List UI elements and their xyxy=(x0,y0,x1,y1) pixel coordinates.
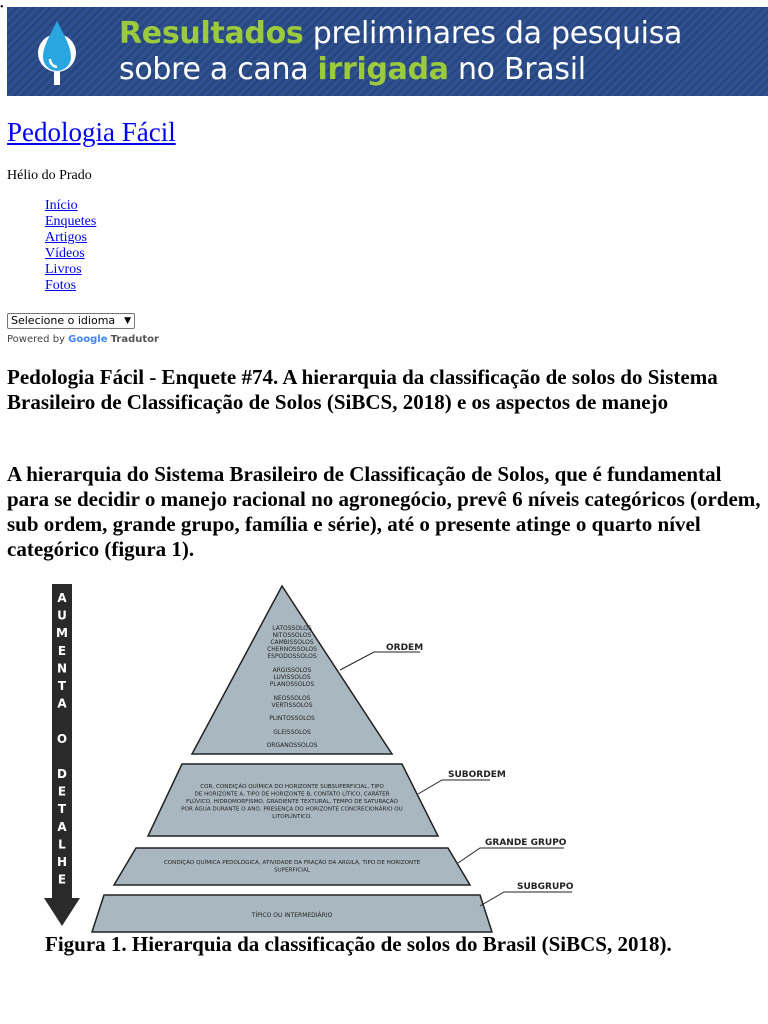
nav-link-enquetes[interactable]: Enquetes xyxy=(45,214,97,229)
label-subordem: SUBORDEM xyxy=(448,770,506,780)
soil-hierarchy-figure xyxy=(40,580,600,935)
post-title: Pedologia Fácil - Enquete #74. A hierarquia da classificação de solos do Sistema Brasileiro de Classificação de Solos (SiBCS, 2018) e os aspectos de manejo xyxy=(7,365,718,414)
order-names xyxy=(267,625,318,749)
banner-text-2b: no Brasil xyxy=(448,52,586,87)
label-ordem: ORDEM xyxy=(386,643,424,653)
leader-subordem xyxy=(418,780,490,794)
suborder-line: LITOPLÍNTICO. xyxy=(272,814,312,820)
leader-ordem xyxy=(340,652,420,670)
list-bullet: • xyxy=(0,2,4,13)
order-name: ORGANOSSOLOS xyxy=(266,742,318,749)
language-select-value: Selecione o idioma xyxy=(11,314,116,327)
arrow-letter: H xyxy=(56,855,68,869)
nav-item xyxy=(45,230,96,246)
subgroup-description: TÍPICO OU INTERMEDIÁRIO xyxy=(251,912,333,919)
order-name: CAMBISSOLOS xyxy=(270,639,314,646)
arrow-letter: A xyxy=(57,696,67,711)
tier-grande-grupo xyxy=(114,848,470,885)
suborder-line: FLÚVICO, HIDROMORFISMO, GRADIENTE TEXTURAL, TEMPO DE SATURAÇÃO xyxy=(186,799,398,805)
water-drop-icon xyxy=(37,17,77,87)
label-grande-grupo: GRANDE GRUPO xyxy=(485,838,567,848)
nav-link-artigos[interactable]: Artigos xyxy=(45,230,87,245)
arrow-letter: T xyxy=(57,802,67,817)
great-group-line: SUPERFICIAL xyxy=(274,867,310,874)
language-select[interactable] xyxy=(7,313,135,329)
banner-highlight-1: Resultados xyxy=(119,16,304,51)
nav-item xyxy=(45,278,96,294)
nav-item xyxy=(45,214,96,230)
nav-link-inicio[interactable]: Início xyxy=(45,198,78,213)
suborder-line: DE HORIZONTE A, TIPO DE HORIZONTE B, CONTATO LÍTICO, CARÁTER xyxy=(194,791,390,798)
nav-link-videos[interactable]: Vídeos xyxy=(45,246,85,261)
arrow-letter: T xyxy=(57,679,67,693)
google-logo-icon: Google xyxy=(68,334,108,345)
main-nav xyxy=(45,198,96,294)
post-intro: A hierarquia do Sistema Brasileiro de Classificação de Solos, que é fundamental para se decidir o manejo racional no agronegócio, prevê 6 níveis categóricos (ordem, sub ordem, grande grupo, família e série), até o presente atinge o quarto nível categórico (figura 1). xyxy=(7,462,761,561)
nav-item xyxy=(45,262,96,278)
arrow-letter: E xyxy=(57,784,67,799)
banner-text-1: preliminares da pesquisa xyxy=(303,16,683,51)
order-name: PLANOSSOLOS xyxy=(269,681,315,688)
label-subgrupo: SUBGRUPO xyxy=(517,882,574,892)
arrow-letter: N xyxy=(56,661,68,676)
arrow-letter: E xyxy=(57,643,67,658)
chevron-down-icon: ▼ xyxy=(124,316,131,326)
arrow-down-icon xyxy=(44,898,80,926)
nav-item xyxy=(45,198,96,214)
suborder-line: COR, CONDIÇÃO QUÍMICA DO HORIZONTE SUBSUPERFICIAL, TIPO xyxy=(200,784,384,790)
ad-banner[interactable] xyxy=(7,7,768,96)
order-name: NITOSSOLOS xyxy=(272,632,312,639)
order-name: ARGISSOLOS xyxy=(272,667,312,674)
great-group-line: CONDIÇÃO QUÍMICA PEDOLÓGICA, ATIVIDADE DA FRAÇÃO DA ARGILA, TIPO DE HORIZONTE xyxy=(163,860,421,866)
figure-caption: Figura 1. Hierarquia da classificação de solos do Brasil (SiBCS, 2018). xyxy=(45,932,672,956)
powered-by-google xyxy=(7,334,159,346)
order-name: LUVISSOLOS xyxy=(273,674,311,681)
arrow-letter: A xyxy=(57,591,67,605)
banner-line-2 xyxy=(119,53,586,87)
arrow-letter: O xyxy=(56,731,68,746)
arrow-letter: E xyxy=(57,872,67,887)
nav-link-fotos[interactable]: Fotos xyxy=(45,278,77,293)
order-name: NEOSSOLOS xyxy=(273,695,311,702)
leader-grande-grupo xyxy=(458,848,564,863)
nav-link-livros[interactable]: Livros xyxy=(45,262,82,277)
arrow-letter: L xyxy=(58,837,66,852)
order-name: PLINTOSSOLOS xyxy=(269,715,315,722)
nav-item xyxy=(45,246,96,262)
order-name: VERTISSOLOS xyxy=(271,702,313,709)
tradutor-link[interactable]: Tradutor xyxy=(110,334,159,345)
order-name: CHERNOSSOLOS xyxy=(267,646,317,653)
arrow-letter: M xyxy=(56,626,68,641)
leader-subgrupo xyxy=(480,892,572,906)
powered-by-text: Powered by xyxy=(7,334,65,345)
banner-line-1 xyxy=(119,17,682,51)
order-name: ESPODOSSOLOS xyxy=(267,653,317,660)
order-name: LATOSSOLOS xyxy=(272,625,312,632)
order-name: GLEISSOLOS xyxy=(273,729,311,736)
banner-highlight-2: irrigada xyxy=(317,52,449,87)
suborder-line: POR ÁGUA DURANTE O ANO, PRESENÇA DO HORIZONTE CONCRECIONÁRIO OU xyxy=(181,806,403,813)
arrow-letter: U xyxy=(57,608,67,623)
site-title-link[interactable]: Pedologia Fácil xyxy=(7,117,176,147)
arrow-letter: D xyxy=(57,767,67,781)
site-author: Hélio do Prado xyxy=(7,168,92,183)
arrow-letter: A xyxy=(57,819,67,834)
banner-text-2a: sobre a cana xyxy=(119,52,318,87)
